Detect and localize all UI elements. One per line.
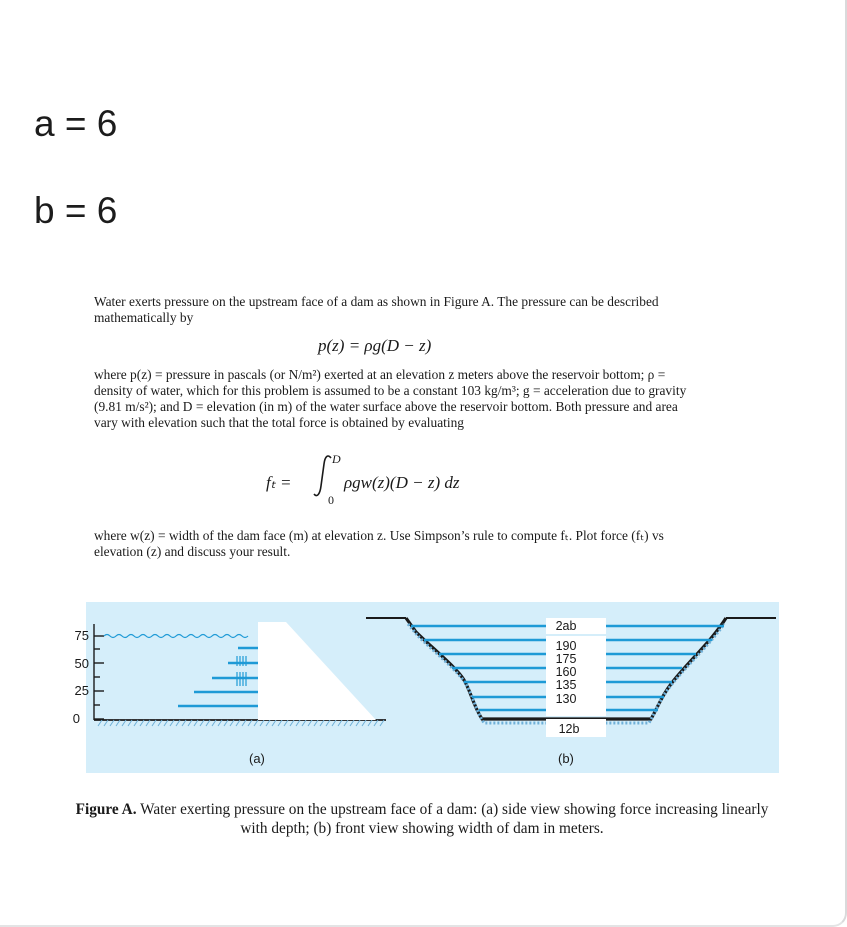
width-label-130: 130 [555, 692, 577, 706]
width-label-top: 2ab [555, 619, 577, 633]
elevation-tick-marks [94, 636, 104, 719]
panel-a-label: (a) [249, 751, 265, 766]
pressure-arrowheads [237, 656, 246, 686]
width-label-190: 190 [555, 639, 577, 653]
figure-caption-text: Water exerting pressure on the upstream face of a dam: (a) side view showing force increasing linearly with depth; (b) front view showing width of dam in meters. [140, 801, 769, 837]
variable-b: b = 6 [34, 190, 118, 231]
width-label-160: 160 [555, 665, 577, 679]
figure-caption [66, 800, 778, 838]
elevation-tick-0: 0 [72, 711, 80, 726]
force-integral-equation [244, 448, 544, 508]
panel-b-label: (b) [558, 751, 574, 766]
figure-caption-label: Figure A. [75, 801, 137, 818]
water-surface-a [104, 635, 248, 638]
width-label-175: 175 [555, 652, 577, 666]
elevation-tick-25: 25 [74, 683, 89, 698]
problem-paragraph-1: Water exerts pressure on the upstream face of a dam as shown in Figure A. The pressure can be described mathematically by [94, 294, 659, 325]
width-label-bottom: 12b [558, 722, 580, 736]
variable-a: a = 6 [34, 103, 118, 144]
integral-upper-limit: D [332, 452, 341, 466]
dam-figure [72, 602, 779, 773]
integral-lhs: fₜ = [266, 473, 292, 492]
elevation-tick-50: 50 [74, 656, 89, 671]
problem-paragraph-2: where p(z) = pressure in pascals (or N/m²) exerted at an elevation z meters above the reservoir bottom; ρ = density of water, which for this problem is assumed to be a constant 103 kg/m³; g = acceleration due to gravity (9.81 m/s²); and D = elevation (in m) of the water surface above the reservoir bottom. Both pressure and area vary with elevation such that the total force is obtained by evaluating [94, 367, 687, 430]
dam-cross-section [258, 622, 376, 720]
pressure-equation: p(z) = ρg(D − z) [318, 336, 432, 355]
problem-paragraph-3: where w(z) = width of the dam face (m) at elevation z. Use Simpson’s rule to compute fₜ. Plot force (fₜ) vs elevation (z) and discuss your result. [94, 528, 664, 559]
integral-lower-limit: 0 [328, 493, 334, 507]
ground-hatch-a [98, 720, 384, 726]
integral-integrand: ρgw(z)(D − z) dz [344, 473, 460, 492]
integral-sign [314, 456, 331, 496]
elevation-tick-75: 75 [74, 628, 89, 643]
width-label-135: 135 [555, 678, 577, 692]
